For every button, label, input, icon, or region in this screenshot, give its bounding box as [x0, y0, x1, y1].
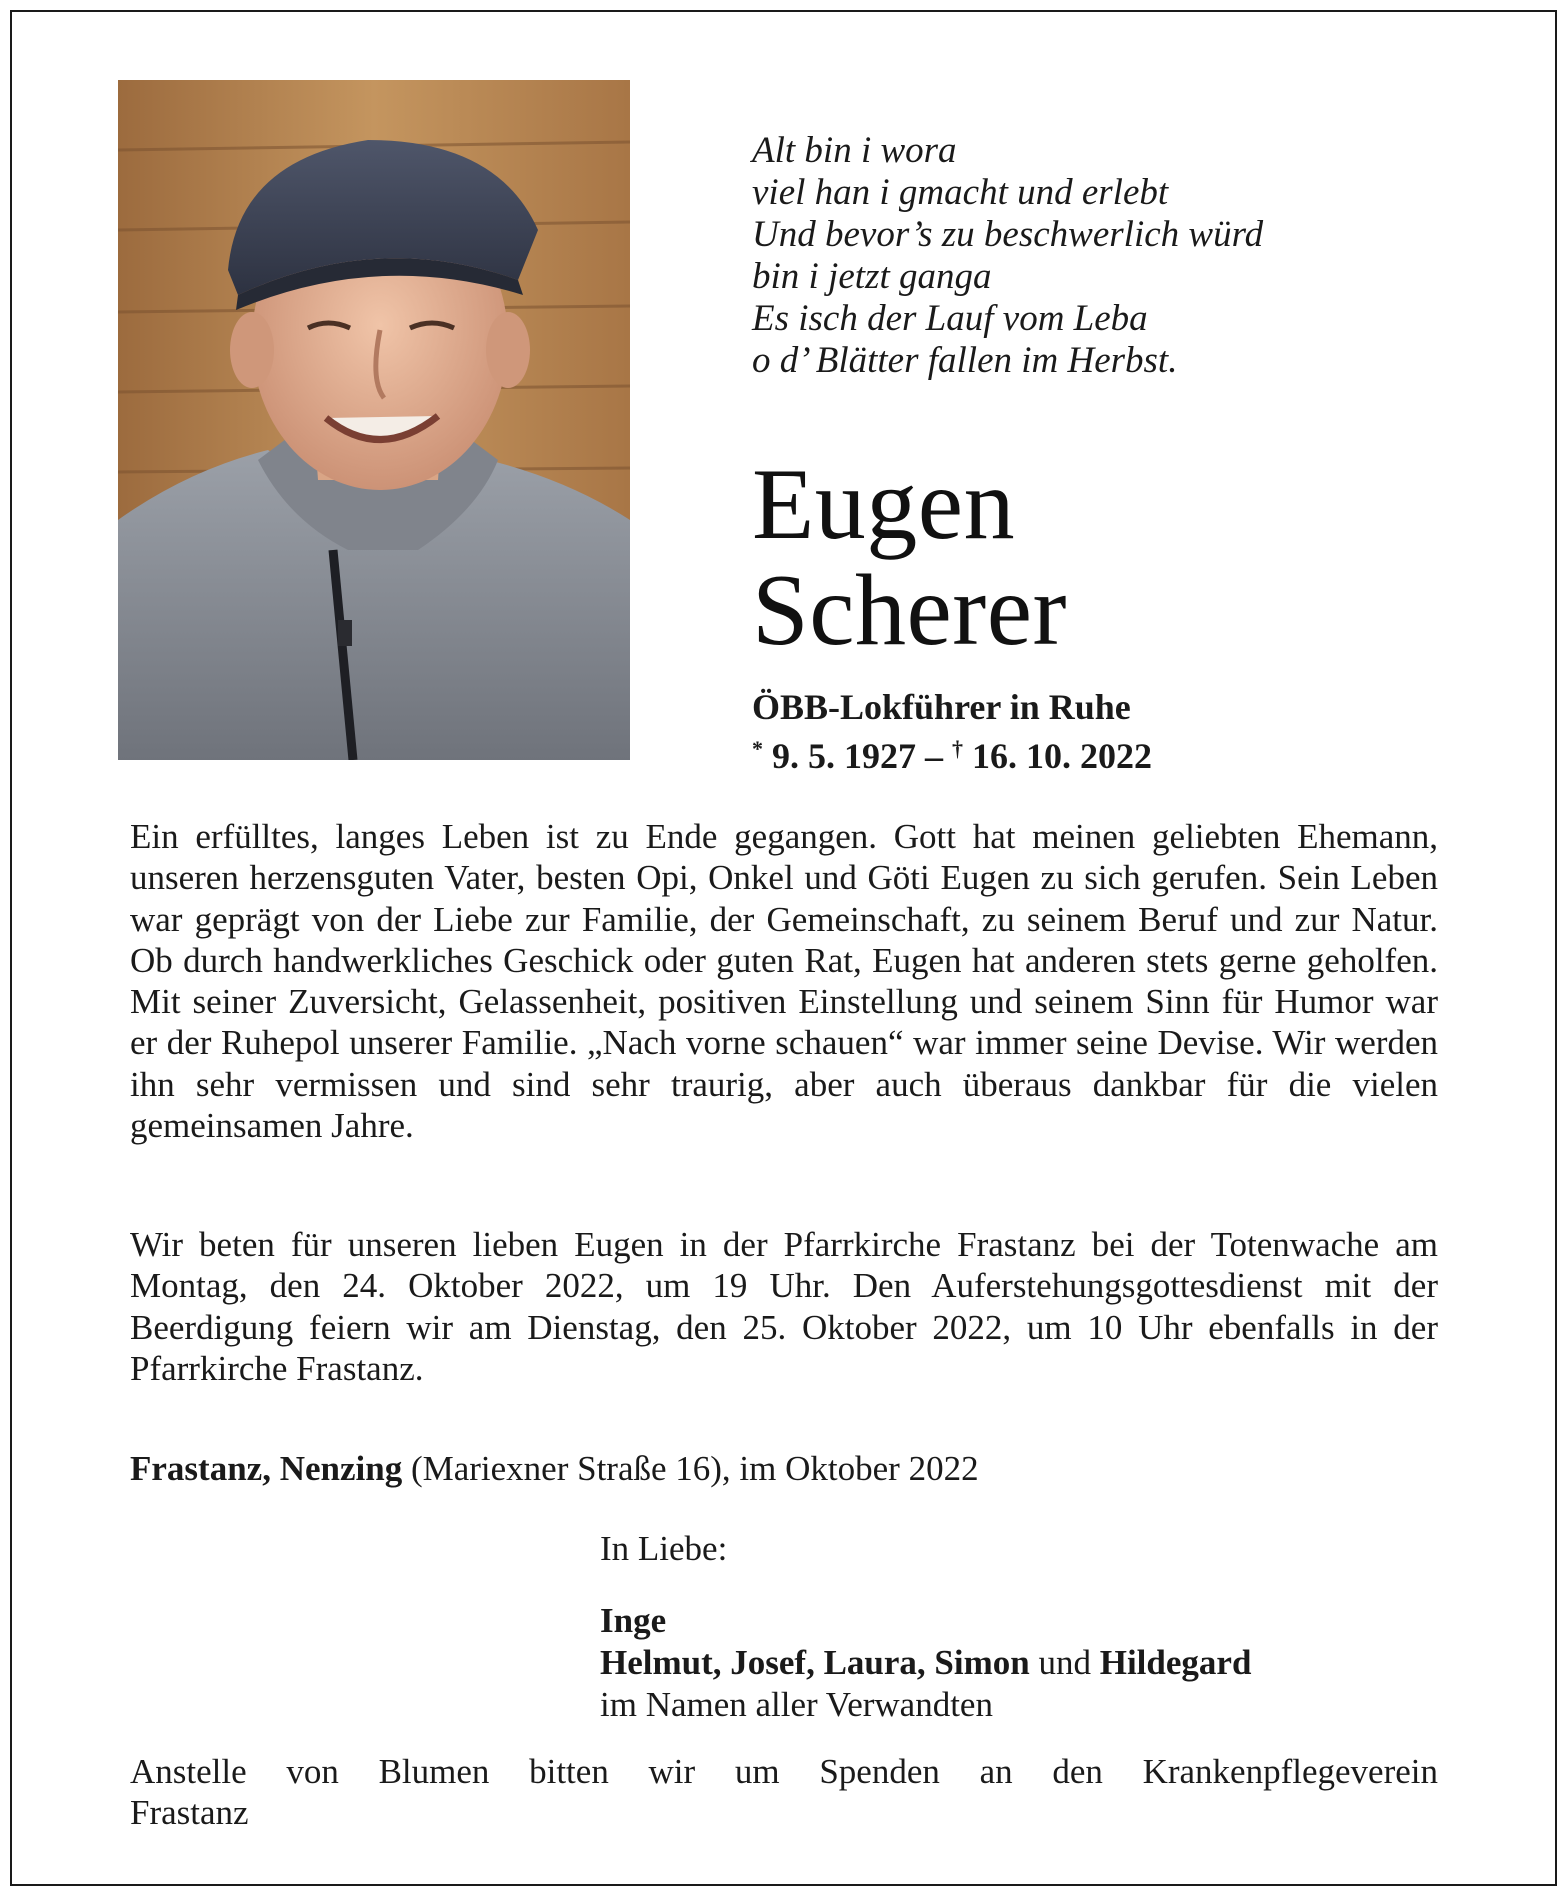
- children-names: [600, 1642, 1420, 1684]
- death-symbol: †: [952, 736, 963, 761]
- place-address-date: (Mariexner Straße 16), im Oktober 2022: [402, 1449, 979, 1488]
- poem-line: Alt bin i wora: [752, 130, 957, 171]
- tribute-paragraph: Ein erfülltes, langes Leben ist zu Ende gegangen. Gott hat meinen geliebten Ehemann, unseren herzensguten Vater, besten Opi, Onkel und Göti Eugen zu sich gerufen. Sein Leben war geprägt von der Liebe zur Familie, der Gemeinschaft, zu seinem Beruf und zur Natur. Ob durch handwerkliches Geschick oder guten Rat, Eugen hat anderen stets gerne geholfen. Mit seiner Zuversicht, Gelassenheit, positiven Einstellung und seinem Sinn für Humor war er der Ruhepol unserer Familie. „Nach vorne schauen“ war immer seine Devise. Wir werden ihn sehr vermissen und sind sehr traurig, aber auch überaus dankbar für die vielen gemeinsamen Jahre.: [130, 817, 1438, 1146]
- life-dates: [752, 728, 1152, 777]
- conjunction: und: [1029, 1643, 1100, 1682]
- poem-line: viel han i gmacht und erlebt: [752, 172, 1169, 213]
- signature-block: [600, 1528, 1420, 1726]
- children-list: Helmut, Josef, Laura, Simon: [600, 1643, 1030, 1682]
- donation-note: [130, 1751, 1438, 1833]
- last-name: Scherer: [752, 554, 1067, 667]
- donation-line-2: Frastanz: [130, 1793, 249, 1832]
- poem-line: bin i jetzt ganga: [752, 256, 992, 297]
- deceased-role: ÖBB-Lokführer in Ruhe: [752, 687, 1131, 727]
- death-date: 16. 10. 2022: [972, 736, 1152, 776]
- poem-line: Und bevor’s zu beschwerlich würd: [752, 214, 1264, 255]
- portrait-photo: [118, 80, 630, 760]
- poem-line: Es isch der Lauf vom Leba: [752, 298, 1148, 339]
- service-paragraph: Wir beten für unseren lieben Eugen in der Pfarrkirche Frastanz bei der Totenwache am Montag, den 24. Oktober 2022, um 19 Uhr. Den Auferstehungsgottesdienst mit der Beerdigung feiern wir am Dienstag, den 25. Oktober 2022, um 10 Uhr ebenfalls in der Pfarrkirche Frastanz.: [130, 1225, 1438, 1388]
- poem-line: o d’ Blätter fallen im Herbst.: [752, 340, 1178, 381]
- donation-line-1: Anstelle von Blumen bitten wir um Spenden an den Krankenpflegeverein: [130, 1752, 1438, 1791]
- poem: [752, 130, 1412, 382]
- first-name: Eugen: [752, 448, 1016, 561]
- signature-label: In Liebe:: [600, 1529, 728, 1568]
- relatives-line: im Namen aller Verwandten: [600, 1685, 993, 1724]
- place-towns: Frastanz, Nenzing: [130, 1449, 403, 1488]
- place-line: [130, 1448, 979, 1489]
- last-child: Hildegard: [1099, 1643, 1252, 1682]
- birth-symbol: *: [752, 736, 763, 761]
- portrait-illustration: [118, 80, 630, 760]
- deceased-name: [752, 448, 1067, 667]
- birth-date: 9. 5. 1927 –: [772, 736, 943, 776]
- spouse-name: Inge: [600, 1601, 667, 1640]
